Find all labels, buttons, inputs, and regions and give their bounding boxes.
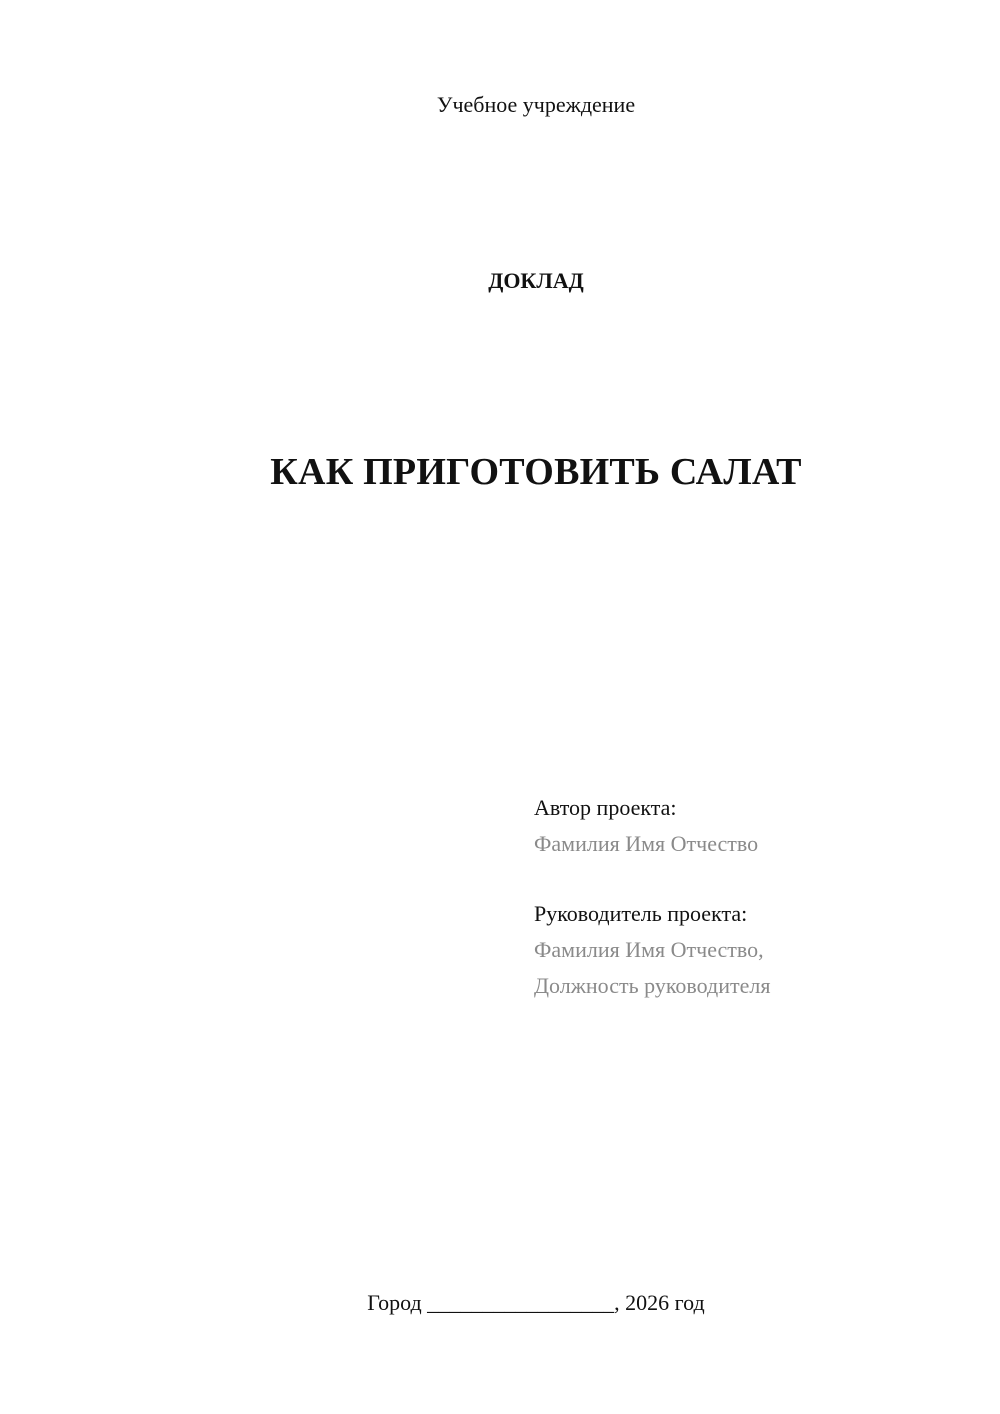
supervisor-label: Руководитель проекта:: [534, 901, 748, 926]
city-year-footer: Город _________________, 2026 год: [367, 1290, 705, 1315]
document-type: ДОКЛАД: [488, 268, 584, 293]
institution-name: Учебное учреждение: [436, 92, 636, 117]
credits-spacer: [534, 862, 770, 896]
supervisor-position: Должность руководителя: [534, 973, 771, 998]
credits-block: [534, 790, 770, 1004]
author-name: Фамилия Имя Отчество: [534, 831, 759, 856]
supervisor-name: Фамилия Имя Отчество,: [534, 937, 764, 962]
author-label: Автор проекта:: [534, 795, 677, 820]
document-title: КАК ПРИГОТОВИТЬ САЛАТ: [270, 451, 802, 493]
